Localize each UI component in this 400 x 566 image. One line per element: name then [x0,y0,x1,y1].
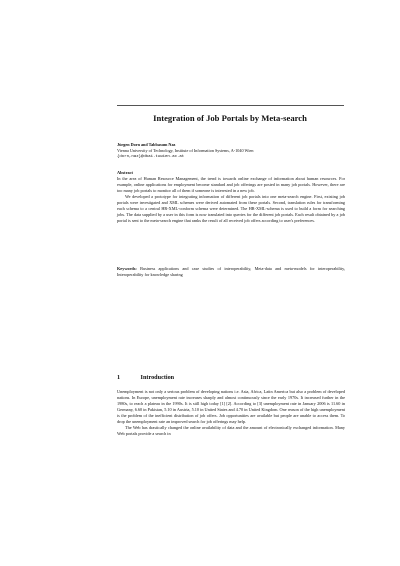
keywords [117,266,345,278]
affiliation: Vienna University of Technology, Institute of Information Systems, A-1040 Wien [117,148,254,154]
keywords-label: Keywords: [117,266,137,271]
author-emails: {dorn,naz}@dbai.tuwien.ac.at [117,155,185,160]
keywords-text: Business applications and case studies of interoperability, Meta-data and meta-models for interoperability, Interoperability for knowledge sharing [117,266,346,278]
paper-title: Integration of Job Portals by Meta-search [153,113,307,123]
introduction-body [117,389,345,437]
section-heading [117,374,174,381]
body-paragraph: Unemployment is not only a serious problem of developing nations i.e. Asia, Africa, Latin America but also a problem of developed nations. In Europe, unemployment rate increases sharply and almost continuously since the early 1970s. It increased further in the 1980s, to reach a plateau in the 1990s. It is still high today [1] [2]. According to [3] unemployment rate in January 2006 is 11.60 in Germany, 6.60 in Pakistan, 5.10 in Austria, 5.10 in United States and 4.70 in United Kingdom. One reason of the high unemployment is the problem of the inefficient distribution of job offers. Job opportunities are available but people are unable to access them. To drop the unemployment rate an improved search for job offerings may help. [117,389,345,425]
section-title: Introduction [140,374,175,381]
abstract-paragraph: We developed a prototype for integrating information of different job portals into one meta-search engine. First, existing job portals were investigated and XML schemes were derived automated from these portals. Second, translation rules for transforming each schema to a central HR-XML-conform schema were determined. The HR-XML-schema is used to build a form for searching jobs. The data supplied by a user in this form is now translated into queries for the different job portals. Each result obtained by a job portal is sent to the meta-search engine that ranks the result of all received job offers according to user's preferences. [117,194,345,224]
author-block [117,142,253,161]
section-number: 1 [117,374,121,381]
abstract [117,170,345,224]
body-paragraph: The Web has drastically changed the online availability of data and the amount of electronically exchanged information. Many Web portals provide a search in [117,425,345,437]
abstract-paragraph: In the area of Human Resource Management, the trend is towards online exchange of information about human resources. For example, online applications for employment become standard and job offerings are posted in many job portals. However, there are too many job portals to monitor all of them if someone is interested in a new job. [117,176,345,194]
author-names: Jürgen Dorn and Tabbasum Naz [117,142,176,147]
abstract-heading: Abstract [117,170,133,175]
header-rule [117,105,344,106]
